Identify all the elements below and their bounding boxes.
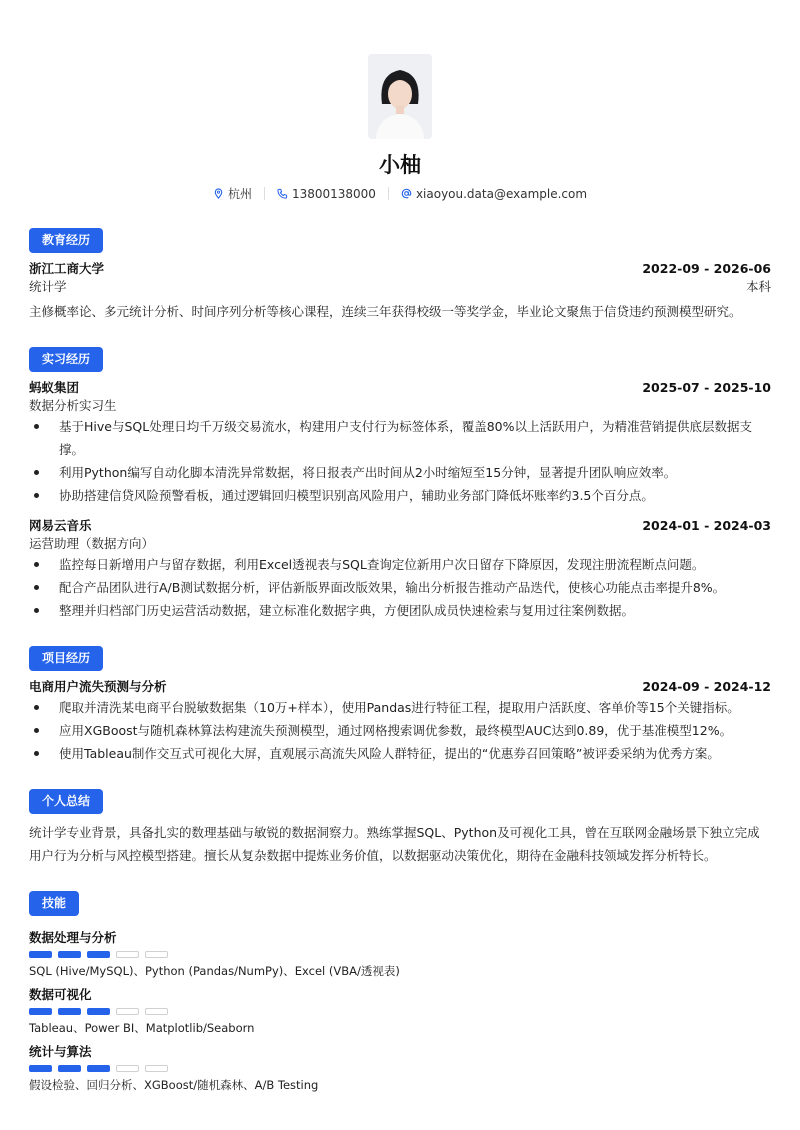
internship-bullets bbox=[29, 553, 771, 622]
contact-info bbox=[29, 185, 771, 202]
internship-date: 2025-07 - 2025-10 bbox=[642, 380, 771, 395]
section-title-education: 教育经历 bbox=[29, 228, 103, 253]
at-sign-icon bbox=[401, 188, 412, 199]
company-name: 网易云音乐 bbox=[29, 518, 92, 533]
skill-detail: Tableau、Power BI、Matplotlib/Seaborn bbox=[29, 1021, 255, 1035]
phone-icon bbox=[277, 188, 288, 199]
email bbox=[401, 187, 587, 201]
profile-photo bbox=[368, 54, 432, 139]
skill-entry bbox=[29, 1041, 771, 1094]
internship-entry bbox=[29, 517, 771, 622]
internship-date: 2024-01 - 2024-03 bbox=[642, 518, 771, 533]
bullet-item: 应用XGBoost与随机森林算法构建流失预测模型，通过网格搜索调优参数，最终模型AUC达到0.89，优于基准模型12%。 bbox=[29, 719, 771, 742]
skill-level-segment bbox=[87, 951, 110, 958]
bullet-item: 监控每日新增用户与留存数据，利用Excel透视表与SQL查询定位新用户次日留存下降原因，发现注册流程断点问题。 bbox=[29, 553, 771, 576]
skill-level-segment bbox=[29, 1065, 52, 1072]
city: 杭州 bbox=[227, 187, 252, 201]
major: 统计学 bbox=[29, 279, 67, 294]
skill-level-segment bbox=[145, 951, 168, 958]
email-address[interactable]: xiaoyou.data@example.com bbox=[415, 186, 588, 201]
school-name: 浙江工商大学 bbox=[29, 261, 105, 276]
divider bbox=[264, 187, 265, 200]
phone-number: 13800138000 bbox=[291, 186, 376, 201]
section-title-internship: 实习经历 bbox=[29, 347, 103, 372]
bullet-item: 协助搭建信贷风险预警看板，通过逻辑回归模型识别高风险用户，辅助业务部门降低坏账率约3.5个百分点。 bbox=[29, 484, 771, 507]
skill-name: 数据处理与分析 bbox=[29, 930, 117, 945]
divider bbox=[388, 187, 389, 200]
candidate-name: 小柚 bbox=[379, 153, 421, 177]
skill-level-segment bbox=[145, 1008, 168, 1015]
project-date: 2024-09 - 2024-12 bbox=[642, 679, 771, 694]
section-title-project: 项目经历 bbox=[29, 646, 103, 671]
internship-bullets bbox=[29, 415, 771, 507]
skill-detail: 假设检验、回归分析、XGBoost/随机森林、A/B Testing bbox=[29, 1078, 319, 1092]
phone bbox=[277, 187, 376, 201]
skill-entry bbox=[29, 927, 771, 980]
skill-level-segment bbox=[87, 1008, 110, 1015]
company-name: 蚂蚁集团 bbox=[29, 380, 80, 395]
summary-text: 统计学专业背景，具备扎实的数理基础与敏锐的数据洞察力。熟练掌握SQL、Python及可视化工具，曾在互联网金融场景下独立完成用户行为分析与风控模型搭建。擅长从复杂数据中提炼业务价值，以数据驱动决策优化，期待在金融科技领域发挥分析特长。 bbox=[29, 825, 760, 863]
bullet-item: 基于Hive与SQL处理日均千万级交易流水，构建用户支付行为标签体系，覆盖80%以上活跃用户，为精准营销提供底层数据支撑。 bbox=[29, 415, 771, 461]
bullet-item: 爬取并清洗某电商平台脱敏数据集（10万+样本），使用Pandas进行特征工程，提取用户活跃度、客单价等15个关键指标。 bbox=[29, 696, 771, 719]
skill-level-segment bbox=[116, 951, 139, 958]
bullet-item: 整理并归档部门历史运营活动数据，建立标准化数据字典，方便团队成员快速检索与复用过往案例数据。 bbox=[29, 599, 771, 622]
skill-detail: SQL (Hive/MySQL)、Python (Pandas/NumPy)、Excel (VBA/透视表) bbox=[29, 964, 400, 978]
job-role: 数据分析实习生 bbox=[29, 398, 117, 413]
location-pin-icon bbox=[213, 188, 224, 199]
bullet-item: 使用Tableau制作交互式可视化大屏，直观展示高流失风险人群特征，提出的“优惠券召回策略”被评委采纳为优秀方案。 bbox=[29, 742, 771, 765]
degree: 本科 bbox=[745, 279, 771, 294]
skill-level-segment bbox=[116, 1065, 139, 1072]
education-date: 2022-09 - 2026-06 bbox=[642, 261, 771, 276]
skill-level-segment bbox=[145, 1065, 168, 1072]
section-title-summary: 个人总结 bbox=[29, 789, 103, 814]
skill-level-bar bbox=[29, 951, 771, 958]
skill-level-bar bbox=[29, 1065, 771, 1072]
skill-name: 数据可视化 bbox=[29, 987, 92, 1002]
skill-level-segment bbox=[58, 951, 81, 958]
job-role: 运营助理（数据方向） bbox=[29, 536, 155, 551]
project-name: 电商用户流失预测与分析 bbox=[29, 679, 167, 694]
skill-name: 统计与算法 bbox=[29, 1044, 92, 1059]
section-title-skills: 技能 bbox=[29, 891, 79, 916]
skill-level-segment bbox=[58, 1008, 81, 1015]
skill-level-segment bbox=[29, 1008, 52, 1015]
skill-level-segment bbox=[116, 1008, 139, 1015]
skill-level-bar bbox=[29, 1008, 771, 1015]
project-bullets bbox=[29, 696, 771, 765]
bullet-item: 利用Python编写自动化脚本清洗异常数据，将日报表产出时间从2小时缩短至15分钟，显著提升团队响应效率。 bbox=[29, 461, 771, 484]
location bbox=[213, 185, 252, 202]
education-description: 主修概率论、多元统计分析、时间序列分析等核心课程，连续三年获得校级一等奖学金，毕业论文聚焦于信贷违约预测模型研究。 bbox=[29, 304, 742, 319]
bullet-item: 配合产品团队进行A/B测试数据分析，评估新版界面改版效果，输出分析报告推动产品迭代，使核心功能点击率提升8%。 bbox=[29, 576, 771, 599]
skill-level-segment bbox=[58, 1065, 81, 1072]
skill-level-segment bbox=[87, 1065, 110, 1072]
internship-entry bbox=[29, 379, 771, 507]
skill-entry bbox=[29, 984, 771, 1037]
skill-level-segment bbox=[29, 951, 52, 958]
